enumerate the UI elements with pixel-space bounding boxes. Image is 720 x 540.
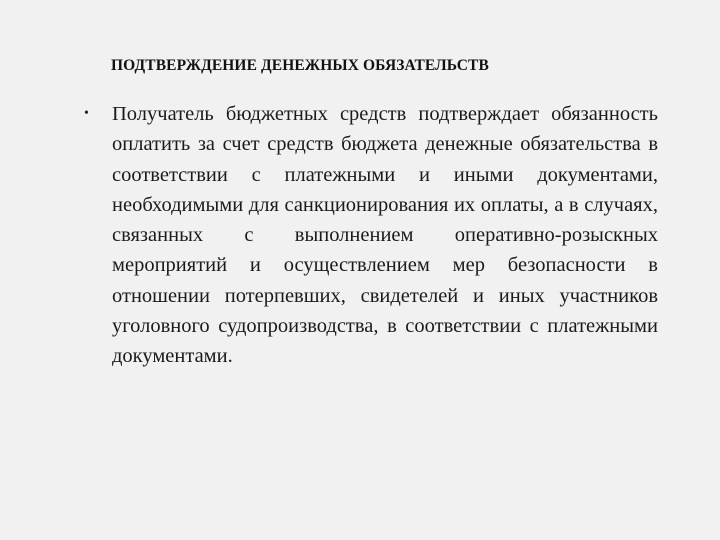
- bullet-paragraph: Получатель бюджетных средств подтверждает обязанность оплатить за счет средств бюджета денежные обязательства в соответствии с платежными и иными документами, необходимыми для санкционирования их оплаты, а в случаях, связанных с выполнением оперативно-розыскных мероприятий и осуществлением мер безопасности в отношении потерпевших, свидетелей и иных участников уголовного судопроизводства, в соответствии с платежными документами.: [112, 103, 658, 368]
- bullet-marker: •: [84, 106, 89, 121]
- slide-title: ПОДТВЕРЖДЕНИЕ ДЕНЕЖНЫХ ОБЯЗАТЕЛЬСТВ: [111, 57, 489, 74]
